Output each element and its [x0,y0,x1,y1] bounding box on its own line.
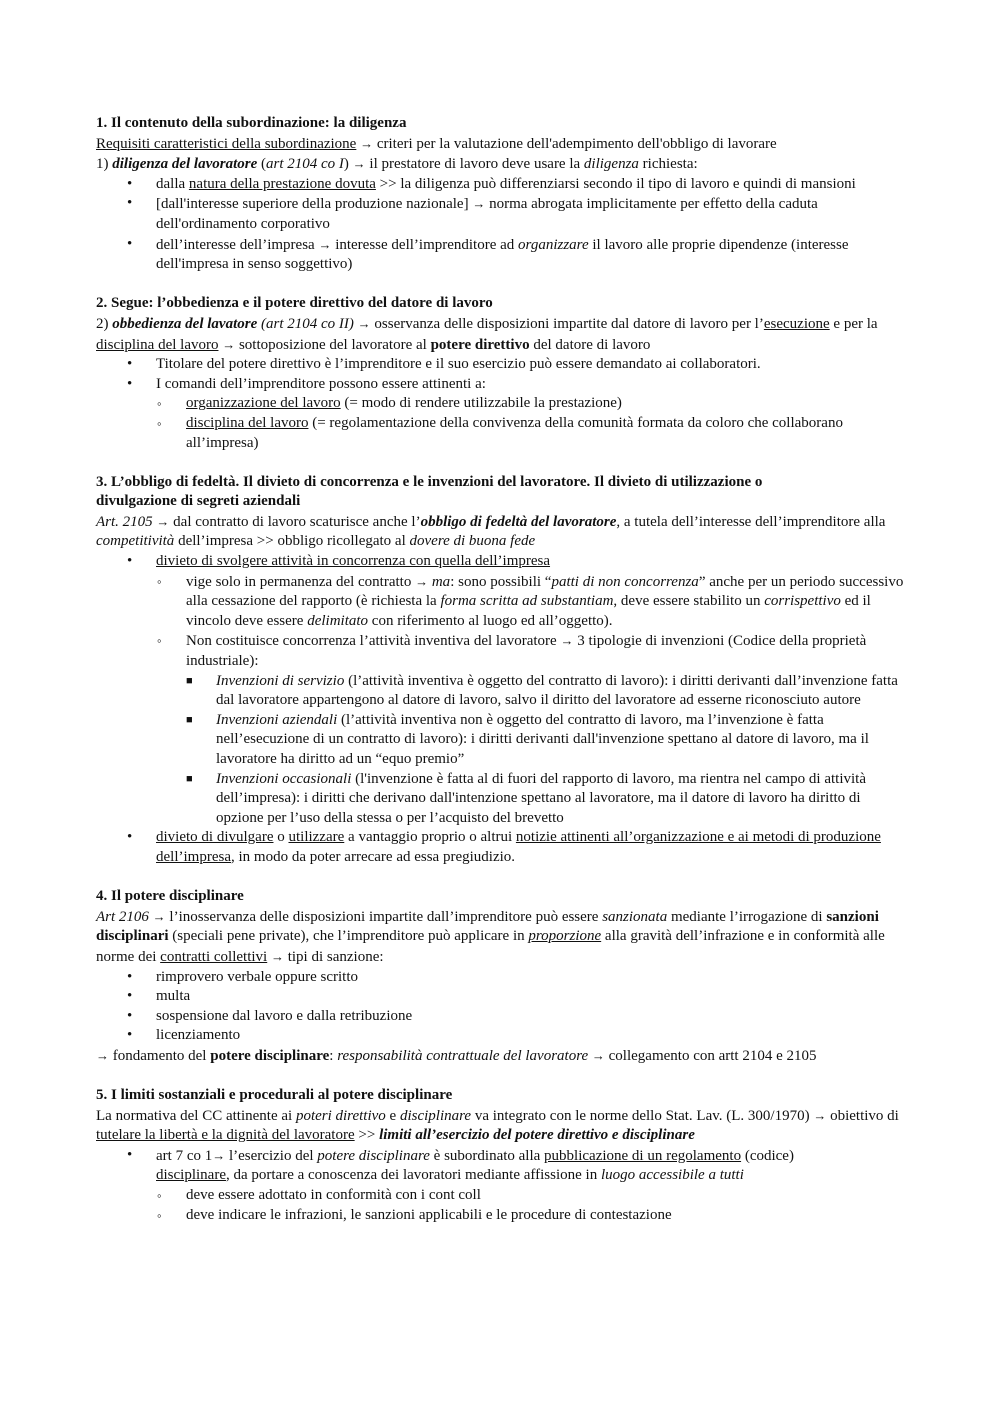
section-4-footer: → fondamento del potere disciplinare: responsabilità contrattuale del lavoratore → collegamento con artt 2104 e 2105 [96,1047,817,1064]
section-5-paragraph: La normativa del CC attinente ai poteri direttivo e disciplinare va integrato con le norme dello Stat. Lav. (L. 300/1970) → obiettivo di tutelare la libertà e la dignità del lavoratore >> limiti all’esercizio del potere direttivo e disciplinare [96,1107,899,1144]
sub-list-item: ◦ Non costituisce concorrenza l’attività inventiva del lavoratore → 3 tipologie di invenzioni (Codice della proprietà industriale): ■ Invenzioni di servizio (l’attività inventiva è oggetto del contratto di lavoro): i diritti derivanti dall’invenzione fatta dal lavoratore appartengono al datore di lavoro, salvo il diritto del lavoratore ad esserne riconosciuto autore ■ Invenzioni aziendali (l’attività inventiva non è oggetto del contratto di lavoro, ma l’invenzione è fatta nell’esecuzione di un contratto di lavoro): i diritti derivanti dall'invenzione spettano al datore di lavoro, ma il lavoratore ha diritto ad un “equo premio” ■ Invenzioni occasionali (l'invenzione è fatta al di fuori del rapporto di lavoro, ma rientra nel campo di attività dell’impresa): i diritti che derivano dall'intenzione spettano al lavoratore, ma il datore di lavoro ha diritto di opzione per l’uso della stessa o per l’acquisto del brevetto [156,631,906,828]
sanctions-list [96,968,906,1046]
section-1-list [96,175,906,275]
list-item: • Titolare del potere direttivo è l’imprenditore e il suo esercizio può essere demandato ai collaboratori. [96,355,906,375]
sub-sub-list [186,672,906,829]
list-item: • divieto di divulgare o utilizzare a vantaggio proprio o altrui notizie attinenti all’organizzazione e ai metodi di produzione dell’impresa, in modo da poter arrecare ad essa pregiudizio. [96,828,906,867]
sub-list-item: ◦ deve essere adottato in conformità con i cont coll [156,1186,906,1206]
section-2-heading: 2. Segue: l’obbedienza e il potere direttivo del datore di lavoro [96,295,493,312]
sub-list-item: ◦ disciplina del lavoro (= regolamentazione della convivenza della comunità formata da coloro che collaborano all’impresa) [156,414,906,453]
section-2-list [96,355,906,453]
section-3-list [96,552,906,868]
list-item: • dalla natura della prestazione dovuta >> la diligenza può differenziarsi secondo il tipo di lavoro e quindi di mansioni [96,175,906,195]
sub-list [156,572,906,829]
list-item: • I comandi dell’imprenditore possono essere attinenti a: ◦ organizzazione del lavoro (= modo di rendere utilizzabile la prestazione) ◦ disciplina del lavoro (= regolamentazione della convivenza della comunità formata da coloro che collaborano all’impresa) [96,375,906,453]
list-item: • dell’interesse dell’impresa → interesse dell’imprenditore ad organizzare il lavoro alle proprie dipendenze (interesse dell'impresa in senso soggettivo) [96,235,906,275]
sub-list [156,394,906,453]
section-1-heading: 1. Il contenuto della subordinazione: la diligenza [96,115,407,131]
section-5-list [96,1146,906,1225]
sub-list-item: ◦ vige solo in permanenza del contratto → ma: sono possibili “patti di non concorrenza” anche per un periodo successivo alla cessazione del rapporto (è richiesta la forma scritta ad substantiam, deve essere stabilito un corrispettivo ed il vincolo deve essere delimitato con riferimento al luogo ed all’oggetto). [156,572,906,632]
section-4-heading: 4. Il potere disciplinare [96,888,244,905]
list-item: • divieto di svolgere attività in concorrenza con quella dell’impresa ◦ vige solo in permanenza del contratto → ma: sono possibili “patti di non concorrenza” anche per un periodo successivo alla cessazione del rapporto (è richiesta la forma scritta ad substantiam, deve essere stabilito un corrispettivo ed il vincolo deve essere delimitato con riferimento al luogo ed all’oggetto). ◦ Non costituisce concorrenza l’attività inventiva del lavoratore → 3 tipologie di invenzioni (Codice della proprietà industriale): ■ Invenzioni di servizio (l’attività inventiva è oggetto del contratto di lavoro): i diritti derivanti dall’invenzione fatta dal lavoratore appartengono al datore di lavoro, salvo il diritto del lavoratore ad esserne riconosciuto autore ■ Invenzioni aziendali (l’attività inventiva non è oggetto del contratto di lavoro, ma l’invenzione è fatta nell’esecuzione di un contratto di lavoro): i diritti derivanti dall'invenzione spettano al datore di lavoro, ma il lavoratore ha diritto ad un “equo premio” ■ Invenzioni occasionali (l'invenzione è fatta al di fuori del rapporto di lavoro, ma rientra nel campo di attività dell’impresa): i diritti che derivano dall'intenzione spettano al lavoratore, ma il datore di lavoro ha diritto di opzione per l’uso della stessa o per l’acquisto del brevetto [96,552,906,828]
section-1-intro: Requisiti caratteristici della subordinazione → criteri per la valutazione dell'adempimento dell'obbligo di lavorare [96,135,777,152]
section-3-paragraph: Art. 2105 → dal contratto di lavoro scaturisce anche l’obbligo di fedeltà del lavoratore, a tutela dell’interesse dell’imprenditore alla competitività dell’impresa >> obbligo ricollegato al dovere di buona fede [96,513,886,550]
section-1-paragraph: 1) diligenza del lavoratore (art 2104 co I) → il prestatore di lavoro deve usare la diligenza richiesta: [96,156,698,173]
sub-list-item: ◦ deve indicare le infrazioni, le sanzioni applicabili e le procedure di contestazione [156,1206,906,1226]
section-3-heading: 3. L’obbligo di fedeltà. Il divieto di concorrenza e le invenzioni del lavoratore. Il divieto di utilizzazione o divulgazione di segreti aziendali [96,473,763,510]
list-item: • multa [96,987,906,1007]
section-4-paragraph: Art 2106 → l’inosservanza delle disposizioni impartite dall’imprenditore può essere sanzionata mediante l’irrogazione di sanzioni disciplinari (speciali pene private), che l’imprenditore può applicare in proporzione alla gravità dell’infrazione e in conformità alle norme dei contratti collettivi → tipi di sanzione: [96,908,885,965]
list-item: • [dall'interesse superiore della produzione nazionale] → norma abrogata implicitamente per effetto della caduta dell'ordinamento corporativo [96,194,906,234]
list-item: • licenziamento [96,1026,906,1046]
invention-item: ■ Invenzioni occasionali (l'invenzione è fatta al di fuori del rapporto di lavoro, ma rientra nel campo di attività dell’impresa): i diritti che derivano dall'intenzione spettano al lavoratore, ma il datore di lavoro ha diritto di opzione per l’uso della stessa o per l’acquisto del brevetto [186,770,906,829]
invention-item: ■ Invenzioni aziendali (l’attività inventiva non è oggetto del contratto di lavoro, ma l’invenzione è fatta nell’esecuzione di un contratto di lavoro): i diritti derivanti dall'invenzione spettano al datore di lavoro, ma il lavoratore ha diritto ad un “equo premio” [186,711,906,770]
sub-list [156,1186,906,1225]
list-item: • rimprovero verbale oppure scritto [96,968,906,988]
invention-item: ■ Invenzioni di servizio (l’attività inventiva è oggetto del contratto di lavoro): i diritti derivanti dall’invenzione fatta dal lavoratore appartengono al datore di lavoro, salvo il diritto del lavoratore ad esserne riconosciuto autore [186,672,906,711]
section-2-paragraph: 2) obbedienza del lavatore (art 2104 co II) → osservanza delle disposizioni impartite dal datore di lavoro per l’esecuzione e per la disciplina del lavoro → sottoposizione del lavoratore al potere direttivo del datore di lavoro [96,315,878,353]
document-page [96,114,906,1225]
section-5-heading: 5. I limiti sostanziali e procedurali al potere disciplinare [96,1087,453,1104]
list-item: • art 7 co 1→ l’esercizio del potere disciplinare è subordinato alla pubblicazione di un regolamento (codice) disciplinare, da portare a conoscenza dei lavoratori mediante affissione in luogo accessibile a tutti ◦ deve essere adottato in conformità con i cont coll ◦ deve indicare le infrazioni, le sanzioni applicabili e le procedure di contestazione [96,1146,906,1225]
list-item: • sospensione dal lavoro e dalla retribuzione [96,1007,906,1027]
sub-list-item: ◦ organizzazione del lavoro (= modo di rendere utilizzabile la prestazione) [156,394,906,414]
